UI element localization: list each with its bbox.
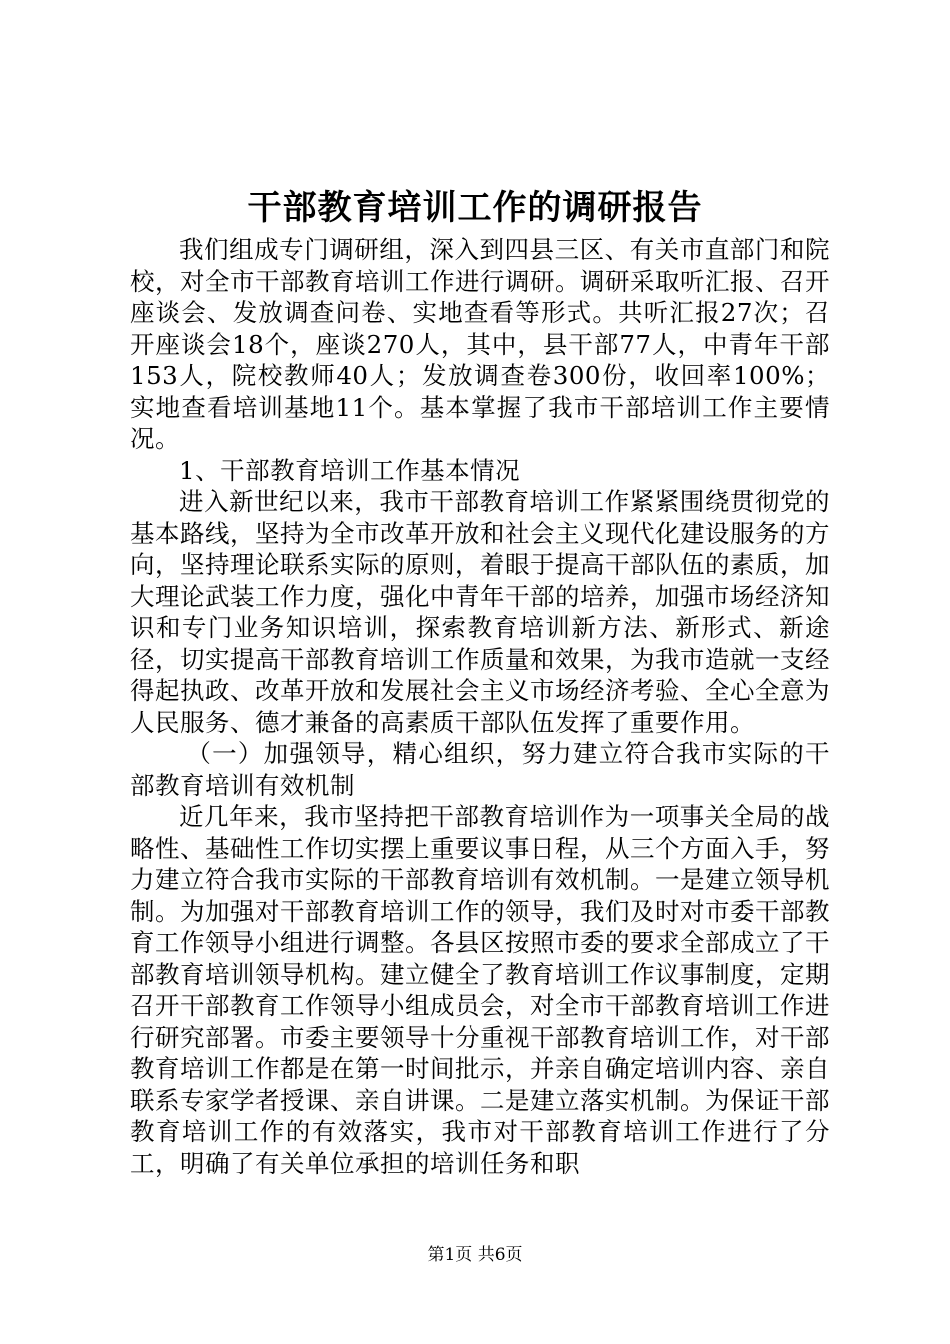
paragraph-basic-situation: 进入新世纪以来，我市干部教育培训工作紧紧围绕贯彻党的基本路线，坚持为全市改革开放和社会主义现代化建设服务的方向，坚持理论联系实际的原则，着眼于提高干部队伍的素质，加大理论武装工作力度，强化中青年干部的培养，加强市场经济知识和专门业务知识培训，探索教育培训新方法、新形式、新途径，切实提高干部教育培训工作质量和效果，为我市造就一支经得起执政、改革开放和发展社会主义市场经济考验、全心全意为人民服务、德才兼备的高素质干部队伍发挥了重要作用。	[130, 487, 830, 737]
subsection-heading-1: （一）加强领导，精心组织，努力建立符合我市实际的干部教育培训有效机制	[130, 739, 830, 800]
document-title: 干部教育培训工作的调研报告	[247, 188, 703, 228]
paragraph-intro: 我们组成专门调研组，深入到四县三区、有关市直部门和院校，对全市干部教育培训工作进行调研。调研采取听汇报、召开座谈会、发放调查问卷、实地查看等形式。共听汇报27次；召开座谈会18个，座谈270人，其中，县干部77人，中青年干部153人，院校教师40人；发放调查卷300份，收回率100%；实地查看培训基地11个。基本掌握了我市干部培训工作主要情况。	[130, 235, 830, 453]
document-body	[130, 234, 830, 1179]
page-footer: 第1页 共6页	[427, 1245, 523, 1265]
paragraph-mechanism: 近几年来，我市坚持把干部教育培训作为一项事关全局的战略性、基础性工作切实摆上重要议事日程，从三个方面入手，努力建立符合我市实际的干部教育培训有效机制。一是建立领导机制。为加强对干部教育培训工作的领导，我们及时对市委干部教育工作领导小组进行调整。各县区按照市委的要求全部成立了干部教育培训领导机构。建立健全了教育培训工作议事制度，定期召开干部教育工作领导小组成员会，对全市干部教育培训工作进行研究部署。市委主要领导十分重视干部教育培训工作，对干部教育培训工作都是在第一时间批示，并亲自确定培训内容、亲自联系专家学者授课、亲自讲课。二是建立落实机制。为保证干部教育培训工作的有效落实，我市对干部教育培训工作进行了分工，明确了有关单位承担的培训任务和职	[130, 802, 830, 1178]
section-heading-1: 1、干部教育培训工作基本情况	[179, 455, 521, 485]
